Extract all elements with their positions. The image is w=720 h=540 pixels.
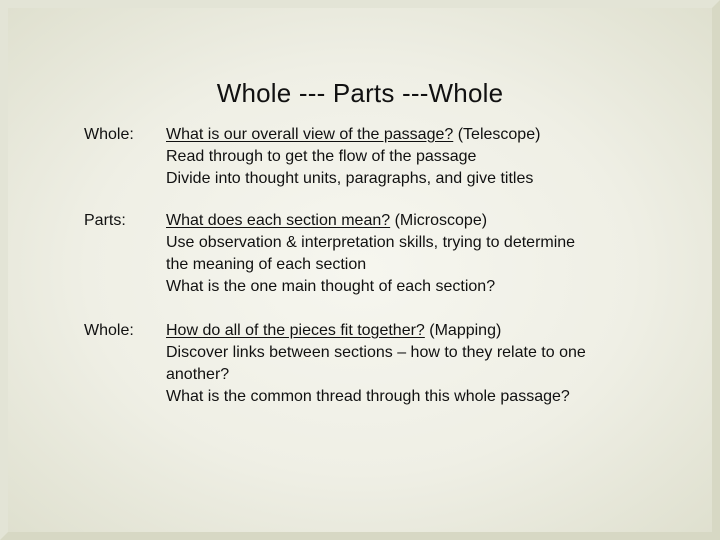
section-line: What is the one main thought of each section? [166, 278, 496, 295]
section-label: Whole: [84, 126, 134, 143]
section-question-line [166, 124, 666, 146]
section-body [166, 210, 666, 298]
section-question: What does each section mean? [166, 212, 391, 229]
section-line: What is the common thread through this whole passage? [166, 388, 570, 405]
section-tool: (Microscope) [390, 212, 488, 229]
section-line: Read through to get the flow of the passage [166, 148, 477, 165]
section-line: Divide into thought units, paragraphs, and give titles [166, 170, 534, 187]
slide-title: Whole --- Parts ---Whole [216, 78, 504, 108]
section-body [166, 320, 666, 408]
section-tool: (Telescope) [453, 126, 541, 143]
section-question: What is our overall view of the passage? [166, 126, 454, 143]
section-body [166, 124, 666, 190]
section-label: Whole: [84, 322, 134, 339]
section-question: How do all of the pieces fit together? [166, 322, 425, 339]
section-question-line [166, 210, 666, 232]
section-tool: (Mapping) [424, 322, 502, 339]
section-line: Use observation & interpretation skills, trying to determine [166, 234, 576, 251]
section-question-line [166, 320, 666, 342]
section-line: the meaning of each section [166, 256, 367, 273]
section-line: another? [166, 366, 230, 383]
section-label: Parts: [84, 212, 126, 229]
section-line: Discover links between sections – how to they relate to one [166, 344, 586, 361]
